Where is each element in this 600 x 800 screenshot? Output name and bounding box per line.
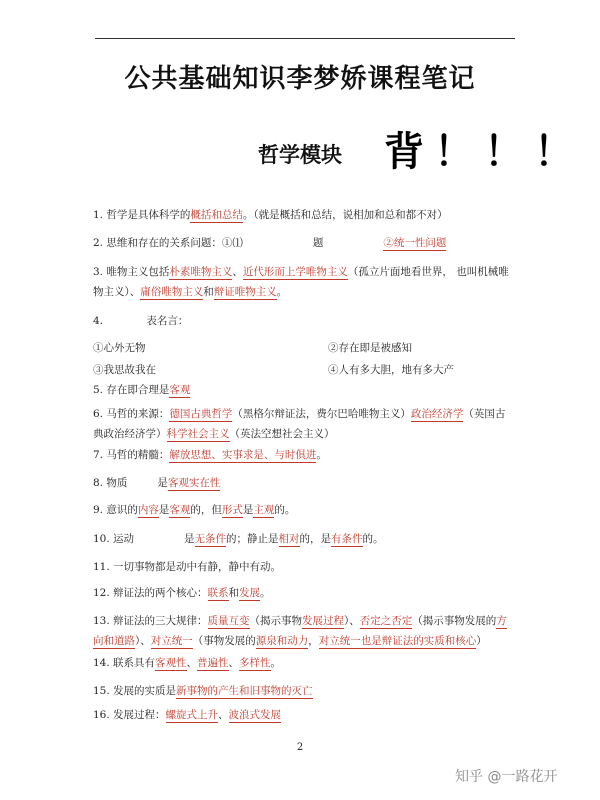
note-item-11: 11. 一切事物都是动中有静，静中有动。 [93, 561, 282, 573]
note-item-13: 13. 辩证法的三大规律：质量互变（揭示事物发展过程）、否定之否定（揭示事物发展的方向和道路）、对立统一（事物发展的源泉和动力，对立统一也是辩证法的实质和核心） [93, 615, 507, 647]
module-heading: 哲学模块 [258, 143, 342, 167]
highlight: 源泉和动力 [255, 635, 309, 647]
highlight: 有条件 [331, 533, 363, 545]
highlight: 客观性 [155, 657, 187, 669]
note-item-3: 3. 唯物主义包括朴素唯物主义、近代形而上学唯物主义（孤立片面地看世界， 也叫机械唯物主义）、庸俗唯物主义和辩证唯物主义。 [93, 266, 509, 298]
highlight: 客观 [169, 384, 191, 396]
note-item-10: 10. 运动 是无条件的；静止是相对的，是有条件的。 [93, 533, 384, 545]
highlight: 发展 [239, 587, 261, 599]
note-item-5: 5. 存在即合理是客观 [93, 384, 191, 396]
highlight: 形式 [221, 504, 243, 516]
highlight: 德国古典哲学 [169, 408, 233, 420]
highlight: 螺旋式上升 [165, 709, 219, 721]
note-item-7: 7. 马哲的精髓：解放思想、实事求是、与时俱进。 [93, 449, 327, 461]
highlight: 联系 [207, 587, 229, 599]
note-item-9: 9. 意识的内容是客观的，但形式是主观的。 [93, 504, 296, 516]
highlight: 概括和总结 [190, 209, 243, 221]
highlight: 解放思想、实事求是、与时俱进 [169, 449, 317, 461]
note-item-12: 12. 辩证法的两个核心：联系和发展。 [93, 587, 271, 599]
highlight: 内容 [137, 504, 159, 516]
highlight: 客观 [169, 504, 191, 516]
option-row-1: ①心外无物 ②存在即是被感知 [93, 342, 412, 354]
highlight: 主观 [253, 504, 275, 516]
note-item-2: 2. 思维和存在的关系问题：①⑴ 题 ②统一性问题 [93, 237, 447, 249]
highlight: 朴素唯物主义 [169, 266, 233, 278]
highlight: 客观实在性 [167, 477, 221, 489]
top-rule [95, 38, 515, 39]
note-item-4: 4. 表名言： [93, 315, 189, 327]
highlight: 政治经济学 [410, 408, 464, 420]
highlight: 方向和道路 [93, 615, 507, 647]
highlight: 多样性 [239, 657, 271, 669]
highlight: 普遍性 [197, 657, 229, 669]
highlight: 科学社会主义 [166, 428, 230, 440]
note-item-15: 15. 发展的实质是新事物的产生和旧事物的灭亡 [93, 685, 313, 697]
watermark: 知乎 @一路花开 [455, 769, 558, 785]
emphasis-text: 背！！！ [384, 129, 584, 175]
highlight: 近代形而上学唯物主义 [242, 266, 348, 278]
highlight: 波浪式发展 [228, 709, 282, 721]
highlight: 辩证唯物主义 [213, 286, 277, 298]
highlight: 无条件 [194, 533, 227, 545]
page-title: 公共基础知识李梦娇课程笔记 [124, 64, 476, 94]
highlight: 新事物的产生和旧事物的灭亡 [176, 685, 313, 697]
note-item-1: 1. 哲学是具体科学的概括和总结。（就是概括和总结，说相加和总和都不对） [93, 209, 448, 221]
note-item-16: 16. 发展过程：螺旋式上升、波浪式发展 [93, 709, 282, 721]
highlight: 否定之否定 [359, 615, 413, 627]
highlight: 庸俗唯物主义 [140, 286, 204, 298]
highlight: 对立统一 [150, 635, 193, 647]
page-number: 2 [296, 742, 304, 753]
highlight: 发展过程 [302, 615, 345, 627]
option-row-2: ③我思故我在 ④人有多大胆，地有多大产 [93, 364, 454, 376]
note-item-14: 14. 联系具有客观性、普遍性、多样性。 [93, 657, 282, 669]
highlight: 质量互变 [207, 615, 250, 627]
highlight: 对立统一也是辩证法的实质和核心 [318, 635, 477, 647]
note-item-8: 8. 物质 是客观实在性 [93, 477, 221, 489]
highlight: ②统一性问题 [383, 237, 447, 249]
highlight: 相对 [278, 533, 300, 545]
note-item-6: 6. 马哲的来源：德国古典哲学（黑格尔辩证法，费尔巴哈唯物主义）政治经济学（英国古典政治经济学）科学社会主义（英法空想社会主义） [93, 408, 506, 440]
